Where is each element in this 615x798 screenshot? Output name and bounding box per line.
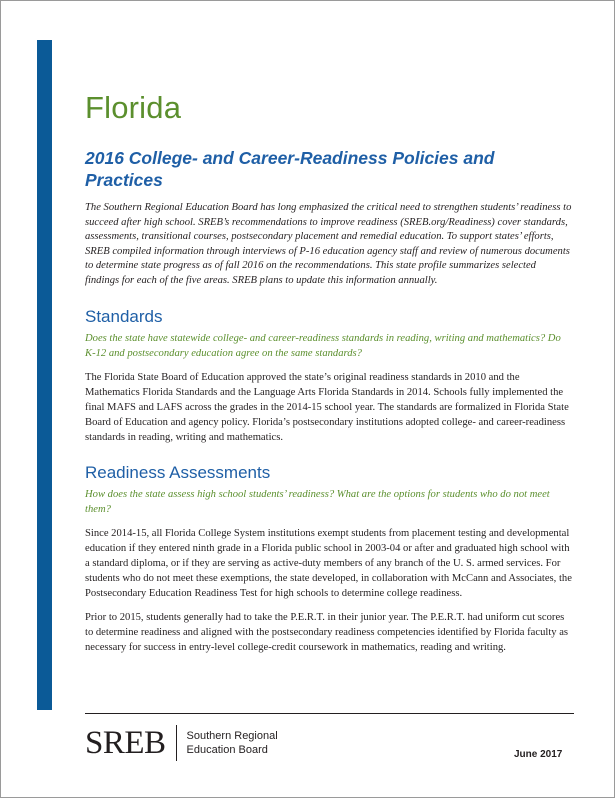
page-title: Florida: [85, 90, 182, 125]
section-question: How does the state assess high school students’ readiness? What are the options for students who do not meet them?: [85, 489, 550, 515]
section-heading: Standards: [85, 307, 163, 326]
section-paragraph: Since 2014-15, all Florida College System institutions exempt students from placement testing and developmental education if they entered ninth grade in a Florida public school in 2003-04 or after and graduated high school with a standard diploma, or if they are serving as active-duty members of any branch of the U. S. armed services. For students who do not meet these exemptions, the state developed, in collaboration with McCann and Associates, the Postsecondary Education Readiness Test for high schools to determine college readiness.: [85, 528, 572, 599]
section-readiness-assessments: [85, 462, 572, 655]
logo-wordmark: SREB: [85, 725, 166, 761]
logo-line-2: Education Board: [186, 744, 268, 756]
page-content: [85, 88, 572, 655]
section-question: Does the state have statewide college- and career-readiness standards in reading, writing and mathematics? Do K-12 and postsecondary education agree on the same standards?: [85, 333, 561, 359]
page-subtitle: 2016 College- and Career-Readiness Policies and Practices: [85, 148, 495, 190]
logo-divider: [176, 725, 177, 761]
sreb-logo: [85, 723, 278, 763]
publication-date: June 2017: [514, 749, 563, 760]
section-paragraph: Prior to 2015, students generally had to take the P.E.R.T. in their junior year. The P.E.R.T. had uniform cut scores to determine readiness and aligned with the postsecondary readiness competencies identified by Florida faculty as necessary for success in entry-level college-credit coursework in mathematics, reading and writing.: [85, 612, 569, 653]
logo-line-1: Southern Regional: [186, 730, 278, 742]
section-heading: Readiness Assessments: [85, 463, 271, 482]
section-paragraph: The Florida State Board of Education approved the state’s original readiness standards in 2010 and the Mathematics Florida Standards and the Language Arts Florida Standards in 2014. Schools fully implemented the final MAFS and LAFS across the grades in the 2014-15 school year. The standards are formalized in Florida State Board of Education and agency policy. Florida’s postsecondary institutions adopted college- and career-readiness standards in reading, writing and mathematics.: [85, 372, 569, 443]
side-accent-bar: [37, 40, 52, 710]
intro-paragraph: The Southern Regional Education Board has long emphasized the critical need to strengthen students’ readiness to succeed after high school. SREB’s recommendations to improve readiness (SREB.org/Readiness) cover standards, assessments, transitional courses, postsecondary placement and remedial education. To support states’ efforts, SREB compiled information through interviews of P-16 education agency staff and review of numerous documents to determine state progress as of fall 2016 on the recommendations. This state profile summarizes selected findings for each of the five areas. SREB plans to update this information annually.: [85, 202, 572, 286]
section-standards: [85, 306, 572, 445]
logo-text: [187, 729, 278, 757]
footer-divider: [85, 713, 574, 714]
